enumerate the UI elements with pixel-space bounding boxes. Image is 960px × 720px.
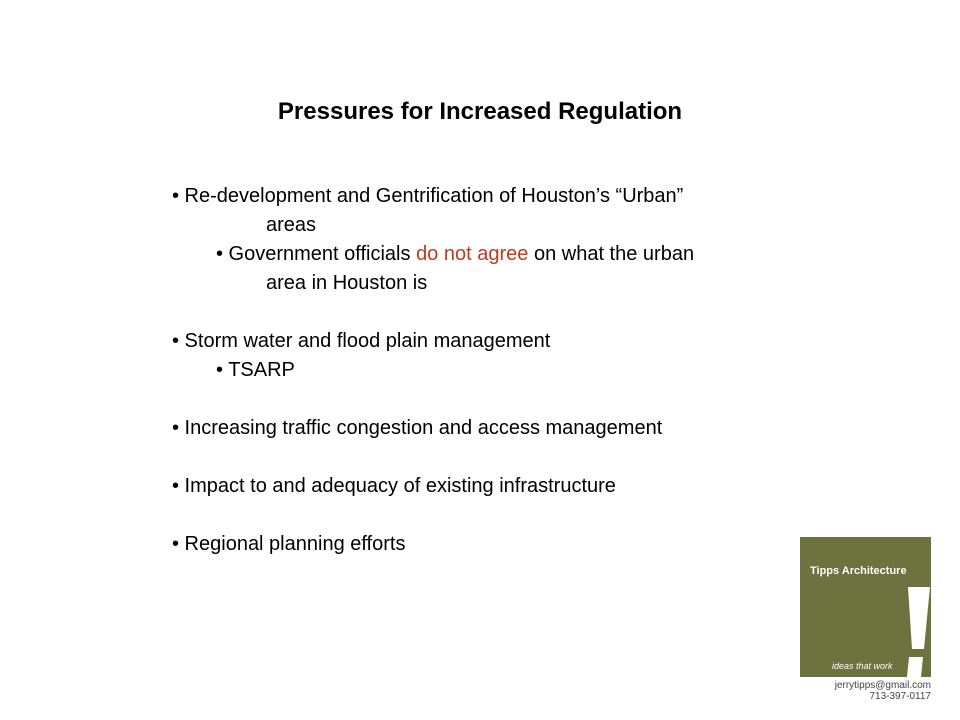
spacer — [172, 501, 812, 530]
spacer — [172, 385, 812, 414]
sub-bullet-text-end: on what the urban — [528, 243, 695, 265]
contact-email: jerrytipps@gmail.com — [834, 680, 931, 691]
logo-company-name: Tipps Architecture — [810, 565, 907, 577]
spacer — [172, 443, 812, 472]
sub-bullet-tsarp: • TSARP — [216, 359, 295, 381]
highlighted-phrase: do not agree — [416, 243, 529, 265]
sub-bullet-text-start: • Government officials — [216, 243, 417, 265]
logo-tagline: ideas that work — [832, 661, 893, 671]
contact-info — [800, 680, 931, 702]
spacer — [172, 298, 812, 327]
bullet-traffic-congestion: • Increasing traffic congestion and access management — [172, 417, 663, 439]
bullet-redevelopment-continued: areas — [266, 214, 317, 236]
bullet-regional-planning: • Regional planning efforts — [172, 533, 406, 555]
company-logo — [800, 537, 931, 677]
bullet-redevelopment: • Re-development and Gentrification of Houston’s “Urban” — [172, 185, 684, 207]
sub-bullet-government-officials — [172, 240, 812, 269]
bullet-storm-water: • Storm water and flood plain management — [172, 330, 551, 352]
sub-bullet-government-officials-continued: area in Houston is — [266, 272, 428, 294]
exclamation-icon — [898, 587, 930, 677]
bullet-list — [172, 182, 812, 559]
contact-phone: 713-397-0117 — [869, 691, 931, 702]
slide-title: Pressures for Increased Regulation — [277, 98, 683, 125]
bullet-infrastructure: • Impact to and adequacy of existing infrastructure — [172, 475, 616, 497]
